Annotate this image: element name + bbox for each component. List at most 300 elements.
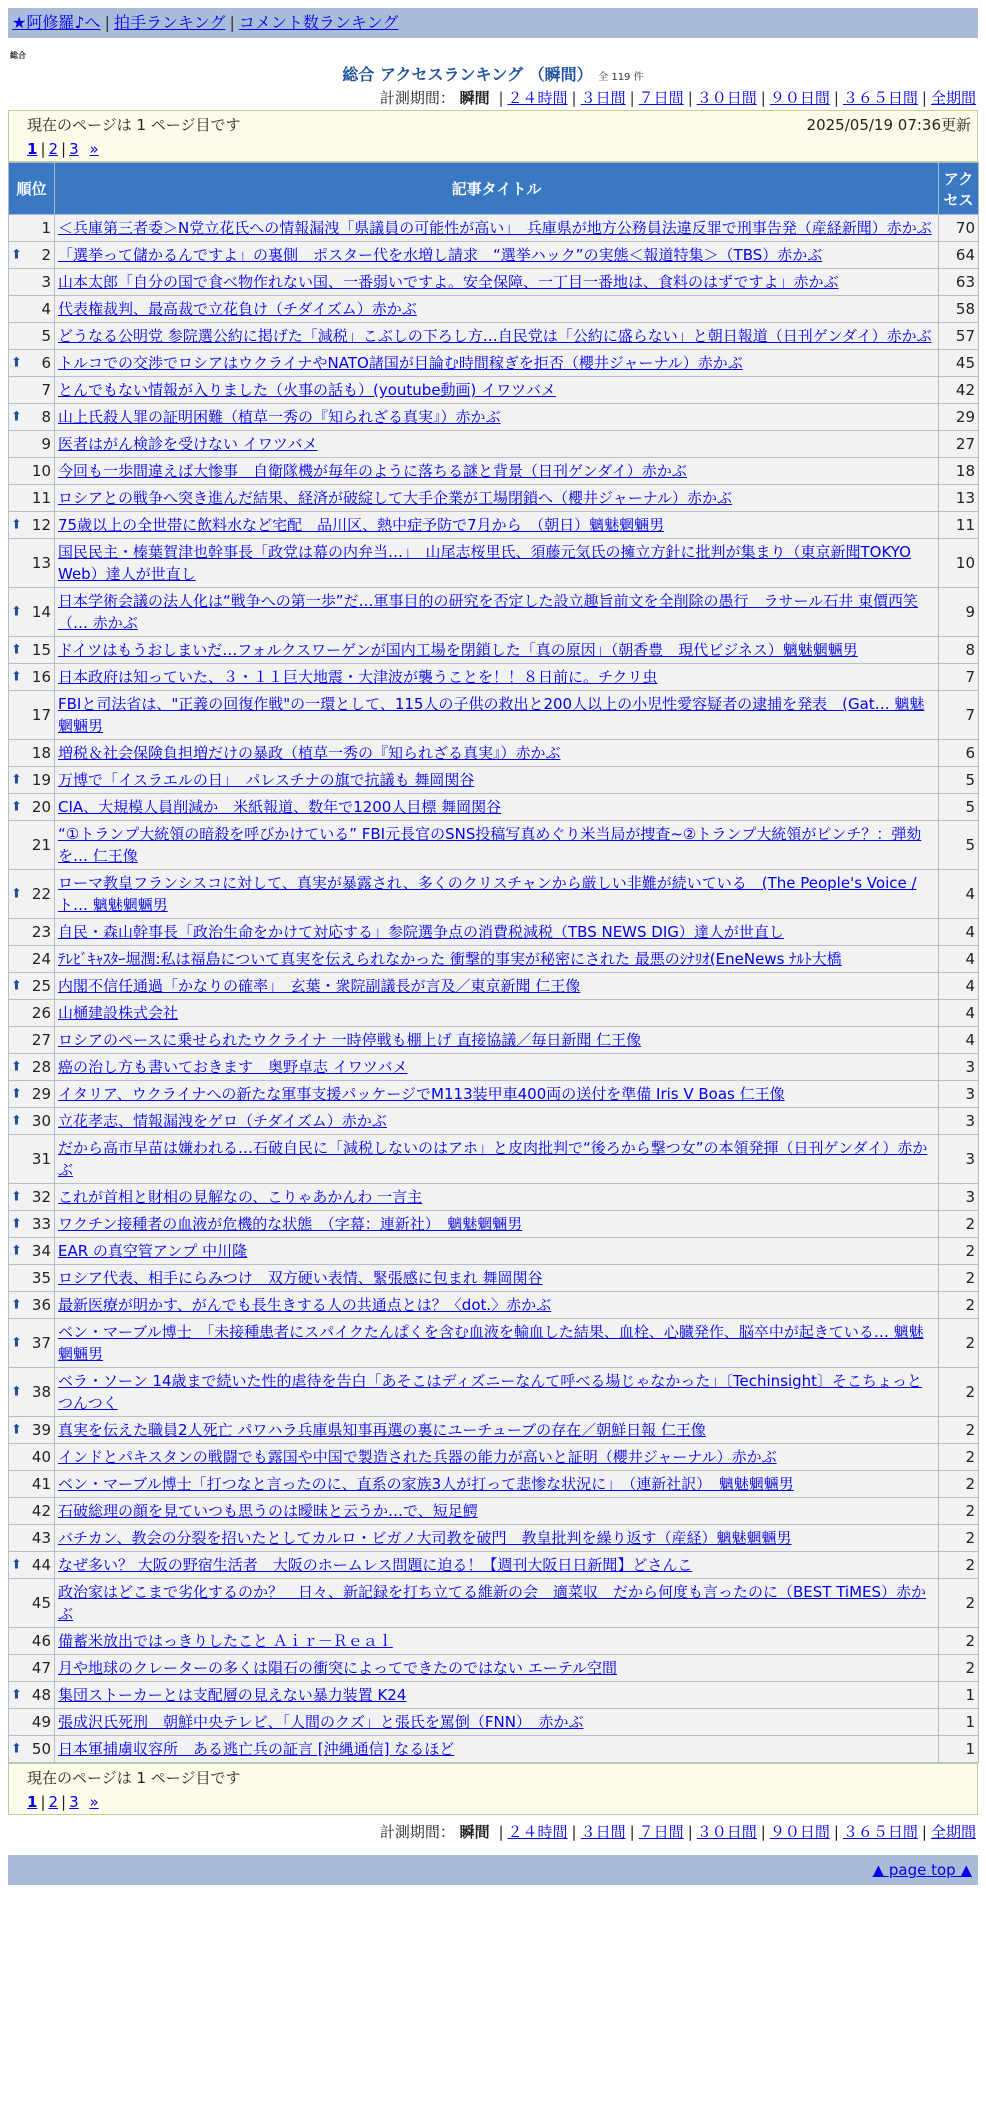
title-header: 記事タイトル — [55, 163, 939, 215]
rank-number: 46 — [31, 1632, 51, 1650]
article-link[interactable]: 代表権裁判、最高裁で立花負け（チダイズム）赤かぶ — [58, 300, 417, 318]
rank-cell — [9, 1000, 55, 1027]
rank-number: 29 — [31, 1085, 51, 1103]
rank-cell — [9, 1027, 55, 1054]
table-row — [9, 242, 979, 269]
article-link[interactable]: イタリア、ウクライナへの新たな軍事支援パッケージでM113装甲車400両の送付を準備 Iris V Boas 仁王像 — [58, 1085, 785, 1103]
rank-up-arrow-icon: ⬆ — [11, 642, 22, 658]
rank-number: 9 — [41, 435, 51, 453]
footer-bar — [8, 1855, 978, 1885]
article-link[interactable]: 万博で「イスラエルの日」 パレスチナの旗で抗議も 舞岡関谷 — [58, 771, 475, 789]
table-row — [9, 794, 979, 821]
separator: | — [104, 13, 110, 32]
article-link[interactable]: 山本太郎「自分の国で食べ物作れない国、一番弱いですよ。安全保障、一丁目一番地は、食料のはずですよ」赤かぶ — [58, 273, 839, 291]
article-link[interactable]: 増税＆社会保険負担増だけの暴政（植草一秀の『知られざる真実』）赤かぶ — [58, 744, 561, 762]
bottom-period-label: 計測期間： — [379, 1823, 455, 1841]
rank-number: 18 — [31, 744, 51, 762]
article-link[interactable]: 真実を伝えた職員2人死亡 パワハラ兵庫県知事再選の裏にユーチューブの存在／朝鮮日報 仁王像 — [58, 1421, 706, 1439]
bottom-period-option[interactable]: ７日間 — [638, 1823, 684, 1841]
title-cell — [55, 1054, 939, 1081]
rank-number: 47 — [31, 1659, 51, 1677]
rank-number: 39 — [31, 1421, 51, 1439]
table-row — [9, 1000, 979, 1027]
comment-ranking-link[interactable]: コメント数ランキング — [238, 13, 399, 32]
article-link[interactable]: 最新医療が明かす、がんでも長生きする人の共通点とは？〈dot.〉赤かぶ — [58, 1296, 552, 1314]
article-link[interactable]: 備蓄米放出ではっきりしたこと Ａｉｒ－Ｒｅａｌ — [58, 1632, 393, 1650]
period-option[interactable]: ３０日間 — [696, 89, 757, 107]
rank-number: 45 — [31, 1594, 51, 1612]
title-cell — [55, 919, 939, 946]
rank-cell — [9, 1579, 55, 1628]
article-link[interactable]: ﾃﾚﾋﾞｷｬｽﾀｰ堀潤:私は福島について真実を伝えられなかった 衝撃的事実が秘密にされた 最悪のｼﾅﾘｵ(EneNews ﾅﾙﾄ大橋 — [58, 950, 842, 968]
rank-cell — [9, 242, 55, 269]
rank-number: 40 — [31, 1448, 51, 1466]
rank-number: 38 — [31, 1383, 51, 1401]
separator: | — [921, 1823, 927, 1841]
article-link[interactable]: ＜兵庫第三者委＞N党立花氏への情報漏洩「県議員の可能性が高い」 兵庫県が地方公務員法違反罪で刑事告発（産経新聞）赤かぶ — [58, 219, 932, 237]
separator: | — [40, 1793, 46, 1811]
rank-cell — [9, 691, 55, 740]
article-link[interactable]: “①トランプ大統領の暗殺を呼びかけている” FBI元長官のSNS投稿写真めぐり米当局が捜査~②トランプ大統領がピンチ？：弾劾を… 仁王像 — [58, 825, 922, 865]
title-cell — [55, 740, 939, 767]
article-link[interactable]: ベン・マーブル博士 「未接種患者にスパイクたんぱくを含む血液を輸血した結果、血栓、心臓発作、脳卒中が起きている… 魑魅魍魎男 — [58, 1323, 924, 1363]
table-row — [9, 1292, 979, 1319]
rank-up-arrow-icon: ⬆ — [11, 1422, 22, 1438]
period-current: 瞬間 — [459, 89, 490, 107]
page-link[interactable]: 1 — [27, 140, 38, 158]
title-cell — [55, 512, 939, 539]
period-option[interactable]: ３６５日間 — [842, 89, 918, 107]
table-row — [9, 740, 979, 767]
rank-number: 32 — [31, 1188, 51, 1206]
rank-cell — [9, 1471, 55, 1498]
rank-number: 11 — [31, 489, 51, 507]
article-link[interactable]: 集団ストーカーとは支配層の見えない暴力装置 K24 — [58, 1686, 407, 1704]
rank-number: 50 — [31, 1740, 51, 1758]
article-link[interactable]: 「選挙って儲かるんですよ」の裏側 ポスター代を水増し請求 “選挙ハック”の実態＜報道特集＞（TBS）赤かぶ — [58, 246, 823, 264]
rank-up-arrow-icon: ⬆ — [11, 1687, 22, 1703]
article-link[interactable]: 自民・森山幹事長「政治生命をかけて対応する」参院選争点の消費税減税（TBS NEWS DIG）達人が世直し — [58, 923, 784, 941]
separator: | — [760, 89, 766, 107]
table-row — [9, 269, 979, 296]
rank-cell — [9, 1682, 55, 1709]
table-row — [9, 1444, 979, 1471]
title-cell — [55, 323, 939, 350]
separator: | — [571, 1823, 577, 1841]
rank-cell — [9, 1417, 55, 1444]
rank-number: 14 — [31, 603, 51, 621]
separator: | — [629, 89, 635, 107]
period-option[interactable]: ９０日間 — [769, 89, 830, 107]
table-row — [9, 539, 979, 588]
rank-number: 15 — [31, 641, 51, 659]
article-link[interactable]: 医者はがん検診を受けない イワツバメ — [58, 435, 318, 453]
article-link[interactable]: インドとパキスタンの戦闘でも露国や中国で製造された兵器の能力が高いと証明（櫻井ジャーナル）赤かぶ — [58, 1448, 777, 1466]
access-count: 18 — [939, 458, 979, 485]
article-link[interactable]: 日本政府は知っていた、３・１１巨大地震・大津波が襲うことを！！８日前に。チクリ虫 — [58, 668, 658, 686]
access-count: 5 — [939, 821, 979, 870]
page-link[interactable]: 3 — [69, 1793, 79, 1811]
bottom-period-options — [494, 1823, 976, 1841]
table-row — [9, 1655, 979, 1682]
rank-number: 24 — [31, 950, 51, 968]
access-count: 57 — [939, 323, 979, 350]
separator: | — [833, 1823, 839, 1841]
rank-up-arrow-icon: ⬆ — [11, 1741, 22, 1757]
access-count: 2 — [939, 1368, 979, 1417]
table-row — [9, 1736, 979, 1763]
title-cell — [55, 1682, 939, 1709]
table-row — [9, 1417, 979, 1444]
rank-cell — [9, 973, 55, 1000]
access-count: 2 — [939, 1655, 979, 1682]
table-row — [9, 1184, 979, 1211]
rank-number: 1 — [41, 219, 51, 237]
pagination — [27, 137, 971, 161]
article-link[interactable]: 山樋建設株式会社 — [58, 1004, 179, 1022]
table-row — [9, 767, 979, 794]
rank-cell — [9, 870, 55, 919]
title-cell — [55, 1655, 939, 1682]
table-header-row — [9, 163, 979, 215]
article-link[interactable]: バチカン、教会の分裂を招いたとしてカルロ・ビガノ大司教を破門 教皇批判を繰り返す（産経）魑魅魍魎男 — [58, 1529, 792, 1547]
article-link[interactable]: ローマ教皇フランシスコに対して、真実が暴露され、多くのクリスチャンから厳しい非難が続いている (The People's Voice / ト… 魑魅魍魎男 — [58, 874, 917, 914]
access-count: 1 — [939, 1682, 979, 1709]
access-count: 9 — [939, 588, 979, 637]
article-link[interactable]: 癌の治し方も書いておきます 奥野卓志 イワツバメ — [58, 1058, 408, 1076]
table-row — [9, 919, 979, 946]
access-count: 3 — [939, 1108, 979, 1135]
article-link[interactable]: 月や地球のクレーターの多くは隕石の衝突によってできたのではない エーテル空間 — [58, 1659, 618, 1677]
page-top-link[interactable]: ▲ page top ▲ — [872, 1861, 972, 1879]
article-link[interactable]: これが首相と財相の見解なの、こりゃあかんわ 一言主 — [58, 1188, 423, 1206]
table-row — [9, 588, 979, 637]
rank-up-arrow-icon: ⬆ — [11, 886, 22, 902]
title-cell — [55, 1444, 939, 1471]
article-link[interactable]: 75歳以上の全世帯に飲料水など宅配 品川区、熱中症予防で7月から （朝日）魑魅魍魎男 — [58, 516, 665, 534]
bottom-current-page-text: 現在のページは 1 ページ目です — [27, 1769, 241, 1787]
title-cell — [55, 664, 939, 691]
table-row — [9, 1498, 979, 1525]
rank-number: 44 — [31, 1556, 51, 1574]
table-row — [9, 1265, 979, 1292]
period-option[interactable]: ７日間 — [638, 89, 684, 107]
separator: | — [687, 1823, 693, 1841]
separator — [82, 140, 87, 158]
table-row — [9, 637, 979, 664]
rank-up-arrow-icon: ⬆ — [11, 1086, 22, 1102]
access-count: 8 — [939, 637, 979, 664]
article-link[interactable]: 政治家はどこまで劣化するのか？ 日々、新記録を打ち立てる維新の会 適菜収 だから何度も言ったのに（BEST TiMES）赤かぶ — [58, 1583, 927, 1623]
rank-number: 42 — [31, 1502, 51, 1520]
rank-cell — [9, 485, 55, 512]
article-link[interactable]: 石破総理の顔を見ていつも思うのは曖昧と云うか…で、短足鰐 — [58, 1502, 478, 1520]
access-count: 7 — [939, 691, 979, 740]
title-cell — [55, 1579, 939, 1628]
title-cell — [55, 215, 939, 242]
article-link[interactable]: トルコでの交渉でロシアはウクライナやNATO諸国が目論む時間稼ぎを拒否（櫻井ジャーナル）赤かぶ — [58, 354, 743, 372]
period-option[interactable]: ２４時間 — [507, 89, 568, 107]
title-cell — [55, 1211, 939, 1238]
article-link[interactable]: FBIと司法省は、"正義の回復作戦"の一環として、115人の子供の救出と200人以上の小児性愛容疑者の逮捕を発表 (Gat… 魑魅魍魎男 — [58, 695, 925, 735]
rank-cell — [9, 1655, 55, 1682]
rank-number: 2 — [41, 246, 51, 264]
access-count: 4 — [939, 973, 979, 1000]
rank-number: 19 — [31, 771, 51, 789]
rank-cell — [9, 1498, 55, 1525]
rank-up-arrow-icon: ⬆ — [11, 409, 22, 425]
article-link[interactable]: どうなる公明党 参院選公約に掲げた「減税」こぶしの下ろし方…自民党は「公約に盛らない」と朝日報道（日刊ゲンダイ）赤かぶ — [58, 327, 932, 345]
article-link[interactable]: 日本軍捕虜収容所 ある逃亡兵の証言 [沖縄通信] なるほど — [58, 1740, 455, 1758]
rank-number: 33 — [31, 1215, 51, 1233]
table-row — [9, 1552, 979, 1579]
title-cell — [55, 242, 939, 269]
rank-number: 36 — [31, 1296, 51, 1314]
rank-number: 28 — [31, 1058, 51, 1076]
access-count: 5 — [939, 767, 979, 794]
rank-number: 41 — [31, 1475, 51, 1493]
table-row — [9, 404, 979, 431]
article-link[interactable]: ロシアのペースに乗せられたウクライナ 一時停戦も棚上げ 直接協議／毎日新聞 仁王像 — [58, 1031, 642, 1049]
table-row — [9, 215, 979, 242]
article-link[interactable]: 日本学術会議の法人化は“戦争への第一歩”だ…軍事目的の研究を否定した設立趣旨前文を全削除の愚行 ラサール石井 東價西笑（… 赤かぶ — [58, 592, 919, 632]
bottom-period-option[interactable]: ２４時間 — [507, 1823, 568, 1841]
article-link[interactable]: ベン・マーブル博士「打つなと言ったのに、直系の家族3人が打って悲惨な状況に」 （連新社訳） 魑魅魍魎男 — [58, 1475, 794, 1493]
bottom-period-option[interactable]: ３日間 — [580, 1823, 626, 1841]
access-count: 13 — [939, 485, 979, 512]
next-page-link[interactable]: » — [89, 140, 99, 158]
page-link[interactable]: 3 — [69, 140, 79, 158]
rank-cell — [9, 1135, 55, 1184]
access-count: 1 — [939, 1709, 979, 1736]
table-row — [9, 1628, 979, 1655]
title-cell — [55, 350, 939, 377]
access-count: 3 — [939, 1054, 979, 1081]
rank-number: 22 — [31, 885, 51, 903]
article-link[interactable]: ロシアとの戦争へ突き進んだ結果、経済が破綻して大手企業が工場閉鎖へ（櫻井ジャーナル）赤かぶ — [58, 489, 732, 507]
rank-up-arrow-icon: ⬆ — [11, 1335, 22, 1351]
access-count: 7 — [939, 664, 979, 691]
page-link[interactable]: 2 — [48, 1793, 59, 1811]
rank-cell — [9, 740, 55, 767]
bottom-period-option[interactable]: ３０日間 — [696, 1823, 757, 1841]
rank-cell — [9, 1238, 55, 1265]
bottom-period-option[interactable]: ９０日間 — [769, 1823, 830, 1841]
access-count: 2 — [939, 1628, 979, 1655]
title-cell — [55, 1238, 939, 1265]
rank-number: 37 — [31, 1334, 51, 1352]
access-count: 5 — [939, 794, 979, 821]
article-link[interactable]: 今回も一歩間違えば大惨事 自衛隊機が毎年のように落ちる謎と背景（日刊ゲンダイ）赤かぶ — [58, 462, 687, 480]
period-options — [494, 89, 976, 107]
rank-up-arrow-icon: ⬆ — [11, 604, 22, 620]
access-count: 63 — [939, 269, 979, 296]
rank-up-arrow-icon: ⬆ — [11, 1189, 22, 1205]
bottom-period-option[interactable]: 全期間 — [930, 1823, 976, 1841]
table-row — [9, 1471, 979, 1498]
access-count: 58 — [939, 296, 979, 323]
separator: | — [61, 140, 67, 158]
article-link[interactable]: ドイツはもうおしまいだ…フォルクスワーゲンが国内工場を閉鎖した「真の原因」（朝香豊 現代ビジネス）魑魅魍魎男 — [58, 641, 858, 659]
separator: | — [229, 13, 235, 32]
title-cell — [55, 1184, 939, 1211]
article-link[interactable]: 山上氏殺人罪の証明困難（植草一秀の『知られざる真実』）赤かぶ — [58, 408, 501, 426]
access-count: 2 — [939, 1498, 979, 1525]
separator: | — [629, 1823, 635, 1841]
article-link[interactable]: ベラ・ソーン 14歳まで続いた性的虐待を告白「あそこはディズニーなんて呼べる場じゃなかった」〔Techinsight〕そこちょっとつんつく — [58, 1372, 923, 1412]
rank-cell — [9, 1525, 55, 1552]
rank-cell — [9, 1081, 55, 1108]
period-option[interactable]: 全期間 — [930, 89, 976, 107]
access-count: 3 — [939, 1135, 979, 1184]
rank-up-arrow-icon: ⬆ — [11, 978, 22, 994]
article-link[interactable]: とんでもない情報が入りました（火事の話も）(youtube動画) イワツバメ — [58, 381, 556, 399]
rank-cell — [9, 588, 55, 637]
rank-cell — [9, 458, 55, 485]
title-cell — [55, 404, 939, 431]
title-cell — [55, 1292, 939, 1319]
rank-cell — [9, 1184, 55, 1211]
table-row — [9, 1319, 979, 1368]
table-row — [9, 1238, 979, 1265]
rank-cell — [9, 919, 55, 946]
rank-cell — [9, 1709, 55, 1736]
access-count: 4 — [939, 870, 979, 919]
rank-up-arrow-icon: ⬆ — [11, 799, 22, 815]
table-row — [9, 1027, 979, 1054]
rank-number: 30 — [31, 1112, 51, 1130]
access-count: 1 — [939, 1736, 979, 1763]
access-count: 2 — [939, 1471, 979, 1498]
rank-cell — [9, 946, 55, 973]
rank-number: 35 — [31, 1269, 51, 1287]
page-link[interactable]: 1 — [27, 1793, 38, 1811]
separator: | — [687, 89, 693, 107]
rank-cell — [9, 431, 55, 458]
article-link[interactable]: 内閣不信任通過「かなりの確率」 玄葉・衆院副議長が言及／東京新聞 仁王像 — [58, 977, 581, 995]
access-count: 70 — [939, 215, 979, 242]
title-cell — [55, 588, 939, 637]
table-row — [9, 664, 979, 691]
rank-cell — [9, 1552, 55, 1579]
rank-cell — [9, 1108, 55, 1135]
title-cell — [55, 1417, 939, 1444]
article-link[interactable]: 張成沢氏死刑 朝鮮中央テレビ、「人間のクズ」と張氏を罵倒（FNN） 赤かぶ — [58, 1713, 584, 1731]
title-cell — [55, 269, 939, 296]
page-link[interactable]: 2 — [48, 140, 59, 158]
article-link[interactable]: ワクチン接種者の血液が危機的な状態 （字幕：連新社） 魑魅魍魎男 — [58, 1215, 523, 1233]
rank-number: 26 — [31, 1004, 51, 1022]
access-count: 10 — [939, 539, 979, 588]
rank-number: 12 — [31, 516, 51, 534]
article-link[interactable]: なぜ多い？ 大阪の野宿生活者 大阪のホームレス問題に迫る！【週刊大阪日日新聞】どさんこ — [58, 1556, 693, 1574]
rank-cell — [9, 296, 55, 323]
period-option[interactable]: ３日間 — [580, 89, 626, 107]
rank-number: 20 — [31, 798, 51, 816]
category-label: 総合 — [10, 51, 26, 60]
separator: | — [833, 89, 839, 107]
table-row — [9, 458, 979, 485]
title-cell — [55, 1027, 939, 1054]
bottom-period-option[interactable]: ３６５日間 — [842, 1823, 918, 1841]
title-cell — [55, 1471, 939, 1498]
rank-number: 8 — [41, 408, 51, 426]
access-count: 2 — [939, 1579, 979, 1628]
access-count: 11 — [939, 512, 979, 539]
title-cell — [55, 1709, 939, 1736]
access-count: 2 — [939, 1211, 979, 1238]
current-page-text: 現在のページは 1 ページ目です — [27, 116, 241, 134]
article-link[interactable]: 国民民主・榛葉賀津也幹事長「政党は幕の内弁当…」 山尾志桜里氏、須藤元気氏の擁立方針に批判が集まり（東京新聞TOKYO Web）達人が世直し — [58, 543, 911, 583]
home-link[interactable]: ★阿修羅♪へ — [12, 13, 101, 32]
table-row — [9, 350, 979, 377]
table-row — [9, 512, 979, 539]
rank-cell — [9, 637, 55, 664]
rank-cell — [9, 215, 55, 242]
article-link[interactable]: 立花孝志、情報漏洩をゲロ（チダイズム）赤かぶ — [58, 1112, 387, 1130]
table-row — [9, 485, 979, 512]
ranking-table — [8, 162, 979, 1763]
rank-up-arrow-icon: ⬆ — [11, 355, 22, 371]
table-row — [9, 431, 979, 458]
access-count: 4 — [939, 919, 979, 946]
title-cell — [55, 1265, 939, 1292]
access-header: アクセス — [939, 163, 979, 215]
separator: | — [40, 140, 46, 158]
rank-header: 順位 — [9, 163, 55, 215]
table-row — [9, 973, 979, 1000]
rank-up-arrow-icon: ⬆ — [11, 669, 22, 685]
clap-ranking-link[interactable]: 拍手ランキング — [113, 13, 226, 32]
next-page-link[interactable]: » — [89, 1793, 99, 1811]
access-count: 2 — [939, 1525, 979, 1552]
rank-number: 21 — [31, 836, 51, 854]
separator: | — [498, 89, 504, 107]
bottom-period-selector — [8, 1819, 976, 1845]
rank-number: 23 — [31, 923, 51, 941]
table-row — [9, 1525, 979, 1552]
access-count: 4 — [939, 946, 979, 973]
rank-up-arrow-icon: ⬆ — [11, 247, 22, 263]
article-link[interactable]: だから高市早苗は嫌われる…石破自民に「減税しないのはアホ」と皮肉批判で“後ろから撃つ女”の本領発揮（日刊ゲンダイ）赤かぶ — [58, 1139, 928, 1179]
table-row — [9, 377, 979, 404]
article-link[interactable]: ロシア代表、相手にらみつけ 双方硬い表情、緊張感に包まれ 舞岡関谷 — [58, 1269, 543, 1287]
rank-cell — [9, 269, 55, 296]
title-cell — [55, 431, 939, 458]
rank-up-arrow-icon: ⬆ — [11, 1216, 22, 1232]
table-row — [9, 323, 979, 350]
title-cell — [55, 1628, 939, 1655]
rank-number: 13 — [31, 554, 51, 572]
table-row — [9, 946, 979, 973]
period-label: 計測期間： — [379, 89, 455, 107]
page-title-text: 総合 アクセスランキング （瞬間） — [342, 65, 593, 84]
rank-up-arrow-icon: ⬆ — [11, 772, 22, 788]
access-count: 4 — [939, 1000, 979, 1027]
title-cell — [55, 1081, 939, 1108]
article-link[interactable]: CIA、大規模人員削減か 米紙報道、数年で1200人目標 舞岡関谷 — [58, 798, 502, 816]
rank-cell — [9, 404, 55, 431]
rank-up-arrow-icon: ⬆ — [11, 1059, 22, 1075]
title-cell — [55, 377, 939, 404]
bottom-page-info-row — [27, 1766, 971, 1790]
rank-cell — [9, 821, 55, 870]
article-link[interactable]: EAR の真空管アンプ 中川隆 — [58, 1242, 248, 1260]
rank-cell — [9, 323, 55, 350]
rank-cell — [9, 1368, 55, 1417]
title-cell — [55, 821, 939, 870]
page-info — [8, 110, 978, 162]
